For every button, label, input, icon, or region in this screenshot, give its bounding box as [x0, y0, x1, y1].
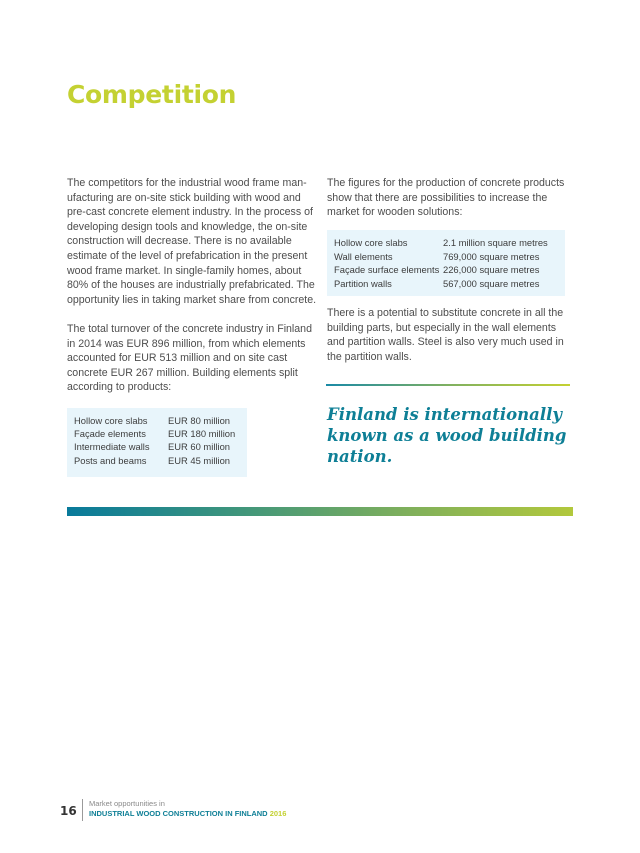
footer-subtitle: Market opportunities in — [89, 799, 165, 808]
table-row — [74, 427, 235, 440]
production-table — [327, 230, 565, 296]
pull-quote: Finland is internationally known as a wood building nation. — [327, 405, 567, 466]
product-cell: Intermediate walls — [74, 441, 150, 453]
value-cell: EUR 180 million — [168, 427, 236, 439]
turnover-table — [67, 408, 247, 478]
table-row — [74, 454, 235, 467]
potential-paragraph: There is a potential to substitute concrete in all the building parts, but especially in the wall elements and partition walls. Steel is also very much used in the partition walls. — [327, 307, 564, 363]
product-cell: Posts and beams — [74, 454, 147, 466]
product-cell: Façade surface elements — [334, 264, 440, 276]
table-row — [74, 414, 235, 427]
value-cell: 567,000 square metres — [443, 277, 540, 289]
value-cell: 226,000 square metres — [443, 264, 540, 276]
right-column — [327, 176, 575, 379]
value-cell: 769,000 square metres — [443, 250, 540, 262]
footer-year: 2016 — [269, 809, 287, 818]
value-cell: EUR 45 million — [168, 454, 230, 466]
left-column — [67, 176, 317, 487]
product-cell: Partition walls — [334, 277, 392, 289]
table-row — [334, 250, 548, 263]
footer-separator — [82, 799, 83, 821]
value-cell: EUR 60 million — [168, 441, 230, 453]
value-cell: EUR 80 million — [168, 414, 230, 426]
gradient-bar — [67, 507, 573, 516]
page-title: Competition — [67, 80, 237, 109]
product-cell: Façade elements — [74, 427, 146, 439]
table-row — [334, 263, 548, 276]
table-row — [74, 440, 235, 453]
table-row — [334, 277, 548, 290]
gradient-divider — [326, 384, 570, 386]
turnover-paragraph: The total turnover of the concrete industry in Finland in 2014 was EUR 896 million, from which elements accounted for EUR 513 million and on site cast concrete EUR 267 million. Building elements split according to products: — [67, 322, 312, 394]
intro-paragraph: The competitors for the industrial wood frame man-ufacturing are on-site stick building with wood and pre-cast concrete element industry. In the process of developing design tools and knowledge, the on-site construction will decrease. There is no available estimate of the level of prefabrication in the present wood frame market. In single-family homes, about 80% of the houses are industrially prefabricated. The opportunity lies in taking market share from concrete. — [67, 177, 317, 306]
product-cell: Hollow core slabs — [74, 414, 148, 426]
figures-paragraph: The figures for the production of concrete products show that there are possibilities to increase the market for wooden solutions: — [327, 177, 565, 219]
table-row — [334, 236, 548, 249]
product-cell: Hollow core slabs — [334, 237, 408, 249]
footer-publication — [89, 809, 286, 818]
footer-publication-title: INDUSTRIAL WOOD CONSTRUCTION IN FINLAND — [89, 809, 268, 818]
value-cell: 2.1 million square metres — [443, 237, 548, 249]
product-cell: Wall elements — [334, 250, 393, 262]
page-number: 16 — [60, 804, 77, 818]
